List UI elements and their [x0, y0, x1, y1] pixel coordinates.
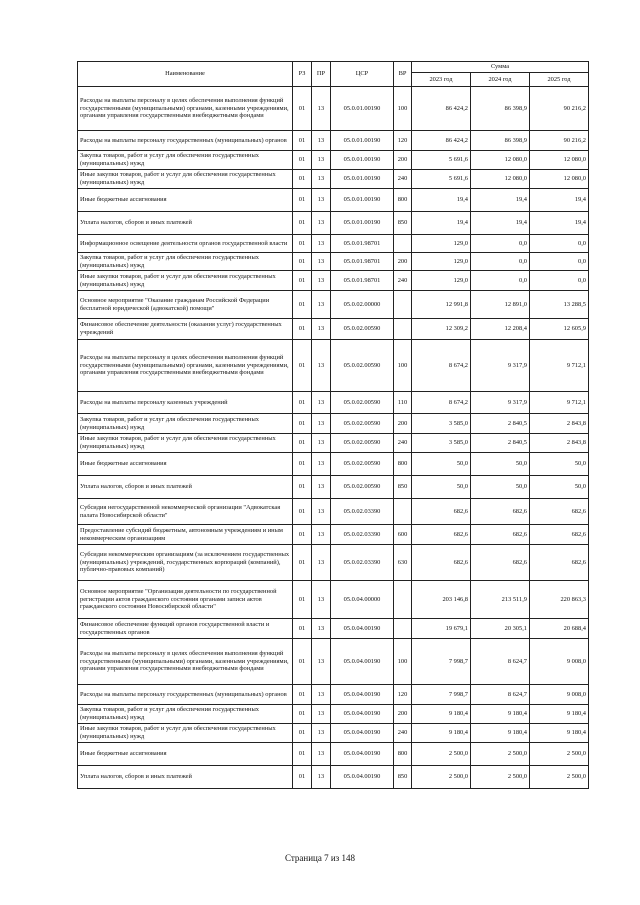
row-vr: 200	[394, 705, 412, 724]
table-row	[78, 212, 589, 235]
row-pr: 13	[312, 131, 331, 151]
table-row	[78, 766, 589, 789]
row-name: Иные закупки товаров, работ и услуг для обеспечения государственных (муниципальных) нужд	[78, 271, 293, 291]
row-sum-2024: 12 080,0	[471, 151, 530, 170]
row-csr: 05.0.04.00190	[331, 766, 394, 789]
row-csr: 05.0.02.00590	[331, 434, 394, 453]
row-sum-2024: 0,0	[471, 253, 530, 271]
row-sum-2024: 12 080,0	[471, 170, 530, 189]
row-vr: 100	[394, 639, 412, 685]
row-sum-2023: 3 585,0	[412, 414, 471, 434]
row-csr: 05.0.04.00190	[331, 619, 394, 639]
row-sum-2024: 2 840,5	[471, 434, 530, 453]
row-sum-2023: 12 309,2	[412, 319, 471, 340]
row-csr: 05.0.04.00190	[331, 685, 394, 705]
row-sum-2023: 129,0	[412, 271, 471, 291]
row-rz: 01	[293, 581, 312, 619]
row-sum-2024: 682,6	[471, 525, 530, 545]
row-sum-2025: 12 080,0	[530, 170, 589, 189]
row-pr: 13	[312, 340, 331, 392]
row-sum-2024: 86 398,9	[471, 131, 530, 151]
row-rz: 01	[293, 170, 312, 189]
row-sum-2024: 9 317,9	[471, 340, 530, 392]
row-rz: 01	[293, 235, 312, 253]
row-sum-2025: 0,0	[530, 271, 589, 291]
row-name: Расходы на выплаты персоналу казенных учреждений	[78, 392, 293, 414]
row-name: Уплата налогов, сборов и иных платежей	[78, 476, 293, 499]
header-year-2024: 2024 год	[471, 73, 530, 87]
row-sum-2025: 12 080,0	[530, 151, 589, 170]
row-pr: 13	[312, 271, 331, 291]
row-name: Расходы на выплаты персоналу государственных (муниципальных) органов	[78, 685, 293, 705]
row-rz: 01	[293, 151, 312, 170]
row-sum-2025: 2 843,8	[530, 414, 589, 434]
table-body	[78, 87, 589, 789]
row-sum-2024: 8 624,7	[471, 685, 530, 705]
row-sum-2024: 12 891,0	[471, 291, 530, 319]
row-vr	[394, 319, 412, 340]
row-sum-2025: 9 180,4	[530, 705, 589, 724]
row-rz: 01	[293, 291, 312, 319]
row-sum-2025: 12 605,9	[530, 319, 589, 340]
row-csr: 05.0.02.00590	[331, 453, 394, 476]
row-pr: 13	[312, 414, 331, 434]
row-csr: 05.0.02.03390	[331, 499, 394, 525]
row-csr: 05.0.02.00590	[331, 340, 394, 392]
row-csr: 05.0.01.00190	[331, 87, 394, 131]
row-sum-2025: 9 008,0	[530, 685, 589, 705]
row-rz: 01	[293, 685, 312, 705]
row-sum-2025: 9 180,4	[530, 724, 589, 743]
table-row	[78, 271, 589, 291]
row-rz: 01	[293, 499, 312, 525]
row-sum-2024: 86 398,9	[471, 87, 530, 131]
table-row	[78, 525, 589, 545]
table-row	[78, 685, 589, 705]
row-csr: 05.0.02.00000	[331, 291, 394, 319]
row-sum-2023: 19,4	[412, 212, 471, 235]
row-vr: 240	[394, 271, 412, 291]
row-sum-2025: 9 712,1	[530, 392, 589, 414]
row-sum-2024: 9 180,4	[471, 724, 530, 743]
row-sum-2024: 19,4	[471, 212, 530, 235]
row-rz: 01	[293, 271, 312, 291]
row-sum-2024: 19,4	[471, 189, 530, 212]
row-rz: 01	[293, 724, 312, 743]
row-rz: 01	[293, 619, 312, 639]
row-name: Иные бюджетные ассигнования	[78, 453, 293, 476]
table-row	[78, 453, 589, 476]
row-sum-2024: 20 305,1	[471, 619, 530, 639]
table-row	[78, 235, 589, 253]
row-pr: 13	[312, 434, 331, 453]
row-name: Расходы на выплаты персоналу в целях обеспечения выполнения функций государственными (муниципальными) органами, казенными учреждениями, органами управления государственными внебюджетными фондами	[78, 639, 293, 685]
row-rz: 01	[293, 212, 312, 235]
row-sum-2024: 682,6	[471, 499, 530, 525]
row-vr: 240	[394, 724, 412, 743]
table-row	[78, 189, 589, 212]
row-sum-2023: 203 146,8	[412, 581, 471, 619]
row-name: Информационное освещение деятельности органов государственной власти	[78, 235, 293, 253]
row-pr: 13	[312, 253, 331, 271]
row-pr: 13	[312, 319, 331, 340]
row-sum-2023: 7 998,7	[412, 639, 471, 685]
row-sum-2025: 2 500,0	[530, 766, 589, 789]
row-sum-2024: 50,0	[471, 453, 530, 476]
row-sum-2025: 0,0	[530, 253, 589, 271]
row-vr	[394, 291, 412, 319]
row-name: Основное мероприятие "Оказание гражданам Российской Федерации бесплатной юридической (адвокатской) помощи"	[78, 291, 293, 319]
row-name: Иные закупки товаров, работ и услуг для обеспечения государственных (муниципальных) нужд	[78, 724, 293, 743]
row-csr: 05.0.02.00590	[331, 476, 394, 499]
row-rz: 01	[293, 434, 312, 453]
row-sum-2024: 0,0	[471, 271, 530, 291]
row-csr: 05.0.02.00590	[331, 414, 394, 434]
row-sum-2023: 50,0	[412, 476, 471, 499]
row-pr: 13	[312, 743, 331, 766]
row-name: Уплата налогов, сборов и иных платежей	[78, 766, 293, 789]
row-sum-2023: 2 500,0	[412, 766, 471, 789]
row-rz: 01	[293, 131, 312, 151]
row-rz: 01	[293, 545, 312, 581]
row-sum-2025: 220 863,3	[530, 581, 589, 619]
table-row	[78, 581, 589, 619]
row-name: Уплата налогов, сборов и иных платежей	[78, 212, 293, 235]
row-sum-2023: 19 679,1	[412, 619, 471, 639]
row-pr: 13	[312, 189, 331, 212]
header-name: Наименование	[78, 62, 293, 87]
row-csr: 05.0.01.98701	[331, 271, 394, 291]
row-name: Финансовое обеспечение функций органов государственной власти и государственных органов	[78, 619, 293, 639]
table-row	[78, 291, 589, 319]
table-row	[78, 743, 589, 766]
row-name: Иные бюджетные ассигнования	[78, 189, 293, 212]
row-sum-2023: 7 998,7	[412, 685, 471, 705]
row-csr: 05.0.04.00190	[331, 639, 394, 685]
row-csr: 05.0.04.00190	[331, 724, 394, 743]
page-number: Страница 7 из 148	[285, 853, 355, 863]
row-vr	[394, 235, 412, 253]
row-rz: 01	[293, 414, 312, 434]
row-rz: 01	[293, 87, 312, 131]
row-rz: 01	[293, 453, 312, 476]
row-pr: 13	[312, 291, 331, 319]
row-vr: 200	[394, 253, 412, 271]
row-vr	[394, 619, 412, 639]
row-sum-2025: 90 216,2	[530, 87, 589, 131]
row-rz: 01	[293, 189, 312, 212]
row-sum-2025: 9 712,1	[530, 340, 589, 392]
row-vr: 850	[394, 476, 412, 499]
row-csr: 05.0.01.98701	[331, 235, 394, 253]
row-csr: 05.0.04.00000	[331, 581, 394, 619]
row-name: Субсидия негосударственной некоммерческой организации "Адвокатская палата Новосибирской области"	[78, 499, 293, 525]
row-pr: 13	[312, 151, 331, 170]
row-sum-2025: 50,0	[530, 453, 589, 476]
row-vr: 100	[394, 87, 412, 131]
row-sum-2024: 2 500,0	[471, 743, 530, 766]
row-csr: 05.0.04.00190	[331, 705, 394, 724]
row-name: Закупка товаров, работ и услуг для обеспечения государственных (муниципальных) нужд	[78, 705, 293, 724]
row-rz: 01	[293, 525, 312, 545]
row-vr: 200	[394, 151, 412, 170]
row-vr: 110	[394, 392, 412, 414]
row-vr: 850	[394, 212, 412, 235]
table-row	[78, 319, 589, 340]
table-row	[78, 131, 589, 151]
row-vr: 100	[394, 340, 412, 392]
row-sum-2023: 129,0	[412, 253, 471, 271]
row-sum-2024: 682,6	[471, 545, 530, 581]
row-sum-2024: 0,0	[471, 235, 530, 253]
row-sum-2025: 50,0	[530, 476, 589, 499]
row-sum-2023: 5 691,6	[412, 151, 471, 170]
row-sum-2023: 8 674,2	[412, 340, 471, 392]
row-sum-2023: 5 691,6	[412, 170, 471, 189]
row-csr: 05.0.01.98701	[331, 253, 394, 271]
row-sum-2025: 682,6	[530, 545, 589, 581]
row-vr: 120	[394, 685, 412, 705]
row-csr: 05.0.04.00190	[331, 743, 394, 766]
table-row	[78, 340, 589, 392]
row-sum-2025: 9 008,0	[530, 639, 589, 685]
table-row	[78, 253, 589, 271]
row-name: Иные бюджетные ассигнования	[78, 743, 293, 766]
row-vr: 850	[394, 766, 412, 789]
row-name: Закупка товаров, работ и услуг для обеспечения государственных (муниципальных) нужд	[78, 151, 293, 170]
row-name: Предоставление субсидий бюджетным, автономным учреждениям и иным некоммерческим организациям	[78, 525, 293, 545]
row-rz: 01	[293, 340, 312, 392]
row-sum-2024: 50,0	[471, 476, 530, 499]
table-row	[78, 434, 589, 453]
row-sum-2023: 682,6	[412, 525, 471, 545]
row-pr: 13	[312, 87, 331, 131]
row-sum-2025: 0,0	[530, 235, 589, 253]
row-csr: 05.0.02.03390	[331, 545, 394, 581]
row-pr: 13	[312, 170, 331, 189]
row-vr: 600	[394, 525, 412, 545]
row-sum-2025: 19,4	[530, 212, 589, 235]
row-pr: 13	[312, 766, 331, 789]
row-sum-2024: 12 208,4	[471, 319, 530, 340]
row-pr: 13	[312, 639, 331, 685]
table-row	[78, 476, 589, 499]
row-vr: 240	[394, 170, 412, 189]
row-csr: 05.0.01.00190	[331, 170, 394, 189]
row-name: Расходы на выплаты персоналу в целях обеспечения выполнения функций государственными (муниципальными) органами, казенными учреждениями, органами управления государственными внебюджетными фондами	[78, 87, 293, 131]
header-vr: ВР	[394, 62, 412, 87]
row-sum-2025: 19,4	[530, 189, 589, 212]
row-vr: 240	[394, 434, 412, 453]
row-name: Иные закупки товаров, работ и услуг для обеспечения государственных (муниципальных) нужд	[78, 434, 293, 453]
row-rz: 01	[293, 766, 312, 789]
row-sum-2024: 213 511,9	[471, 581, 530, 619]
row-vr	[394, 499, 412, 525]
row-sum-2025: 2 843,8	[530, 434, 589, 453]
table-row	[78, 170, 589, 189]
row-csr: 05.0.01.00190	[331, 212, 394, 235]
table-row	[78, 619, 589, 639]
row-sum-2025: 90 216,2	[530, 131, 589, 151]
row-vr	[394, 581, 412, 619]
row-vr: 800	[394, 189, 412, 212]
row-sum-2023: 8 674,2	[412, 392, 471, 414]
row-csr: 05.0.01.00190	[331, 151, 394, 170]
row-pr: 13	[312, 581, 331, 619]
row-sum-2023: 86 424,2	[412, 87, 471, 131]
row-sum-2023: 3 585,0	[412, 434, 471, 453]
row-sum-2023: 129,0	[412, 235, 471, 253]
row-sum-2023: 9 180,4	[412, 705, 471, 724]
row-pr: 13	[312, 453, 331, 476]
row-sum-2025: 682,6	[530, 525, 589, 545]
row-csr: 05.0.01.00190	[331, 189, 394, 212]
row-name: Основное мероприятие "Организация деятельности по государственной регистрации актов гражданского состояния органами записи актов гражданского состояния Новосибирской области"	[78, 581, 293, 619]
header-pr: ПР	[312, 62, 331, 87]
table-row	[78, 724, 589, 743]
row-rz: 01	[293, 743, 312, 766]
row-sum-2025: 682,6	[530, 499, 589, 525]
row-rz: 01	[293, 705, 312, 724]
row-pr: 13	[312, 619, 331, 639]
row-csr: 05.0.02.00590	[331, 392, 394, 414]
row-vr: 120	[394, 131, 412, 151]
row-rz: 01	[293, 319, 312, 340]
row-name: Закупка товаров, работ и услуг для обеспечения государственных (муниципальных) нужд	[78, 253, 293, 271]
row-rz: 01	[293, 476, 312, 499]
row-pr: 13	[312, 212, 331, 235]
table-row	[78, 414, 589, 434]
row-vr: 630	[394, 545, 412, 581]
row-sum-2023: 682,6	[412, 545, 471, 581]
row-csr: 05.0.01.00190	[331, 131, 394, 151]
row-pr: 13	[312, 685, 331, 705]
row-sum-2023: 2 500,0	[412, 743, 471, 766]
row-rz: 01	[293, 253, 312, 271]
table-row	[78, 639, 589, 685]
row-csr: 05.0.02.03390	[331, 525, 394, 545]
row-sum-2023: 50,0	[412, 453, 471, 476]
budget-table-container	[77, 61, 588, 789]
row-sum-2023: 19,4	[412, 189, 471, 212]
header-year-2025: 2025 год	[530, 73, 589, 87]
row-sum-2025: 20 688,4	[530, 619, 589, 639]
row-rz: 01	[293, 392, 312, 414]
row-pr: 13	[312, 476, 331, 499]
table-row	[78, 87, 589, 131]
row-pr: 13	[312, 545, 331, 581]
table-row	[78, 151, 589, 170]
row-sum-2024: 2 840,5	[471, 414, 530, 434]
row-pr: 13	[312, 392, 331, 414]
row-pr: 13	[312, 499, 331, 525]
row-vr: 800	[394, 743, 412, 766]
table-row	[78, 499, 589, 525]
row-name: Субсидии некоммерческим организациям (за исключением государственных (муниципальных) учреждений, государственных корпораций (компаний), публично-правовых компаний)	[78, 545, 293, 581]
row-vr: 200	[394, 414, 412, 434]
row-sum-2023: 9 180,4	[412, 724, 471, 743]
row-vr: 800	[394, 453, 412, 476]
row-sum-2024: 9 180,4	[471, 705, 530, 724]
row-sum-2024: 8 624,7	[471, 639, 530, 685]
row-name: Иные закупки товаров, работ и услуг для обеспечения государственных (муниципальных) нужд	[78, 170, 293, 189]
row-pr: 13	[312, 724, 331, 743]
table-row	[78, 705, 589, 724]
row-pr: 13	[312, 705, 331, 724]
header-sum: Сумма	[412, 62, 589, 73]
row-name: Расходы на выплаты персоналу в целях обеспечения выполнения функций государственными (муниципальными) органами, казенными учреждениями, органами управления государственными внебюджетными фондами	[78, 340, 293, 392]
row-sum-2023: 12 991,8	[412, 291, 471, 319]
budget-table	[77, 61, 589, 789]
row-sum-2024: 2 500,0	[471, 766, 530, 789]
table-row	[78, 392, 589, 414]
header-rz: РЗ	[293, 62, 312, 87]
row-sum-2023: 86 424,2	[412, 131, 471, 151]
table-row	[78, 545, 589, 581]
row-sum-2023: 682,6	[412, 499, 471, 525]
row-pr: 13	[312, 235, 331, 253]
header-year-2023: 2023 год	[412, 73, 471, 87]
row-sum-2025: 2 500,0	[530, 743, 589, 766]
row-sum-2025: 13 288,5	[530, 291, 589, 319]
row-rz: 01	[293, 639, 312, 685]
header-csr: ЦСР	[331, 62, 394, 87]
row-pr: 13	[312, 525, 331, 545]
row-name: Закупка товаров, работ и услуг для обеспечения государственных (муниципальных) нужд	[78, 414, 293, 434]
row-sum-2024: 9 317,9	[471, 392, 530, 414]
row-name: Расходы на выплаты персоналу государственных (муниципальных) органов	[78, 131, 293, 151]
row-csr: 05.0.02.00590	[331, 319, 394, 340]
row-name: Финансовое обеспечение деятельности (оказания услуг) государственных учреждений	[78, 319, 293, 340]
